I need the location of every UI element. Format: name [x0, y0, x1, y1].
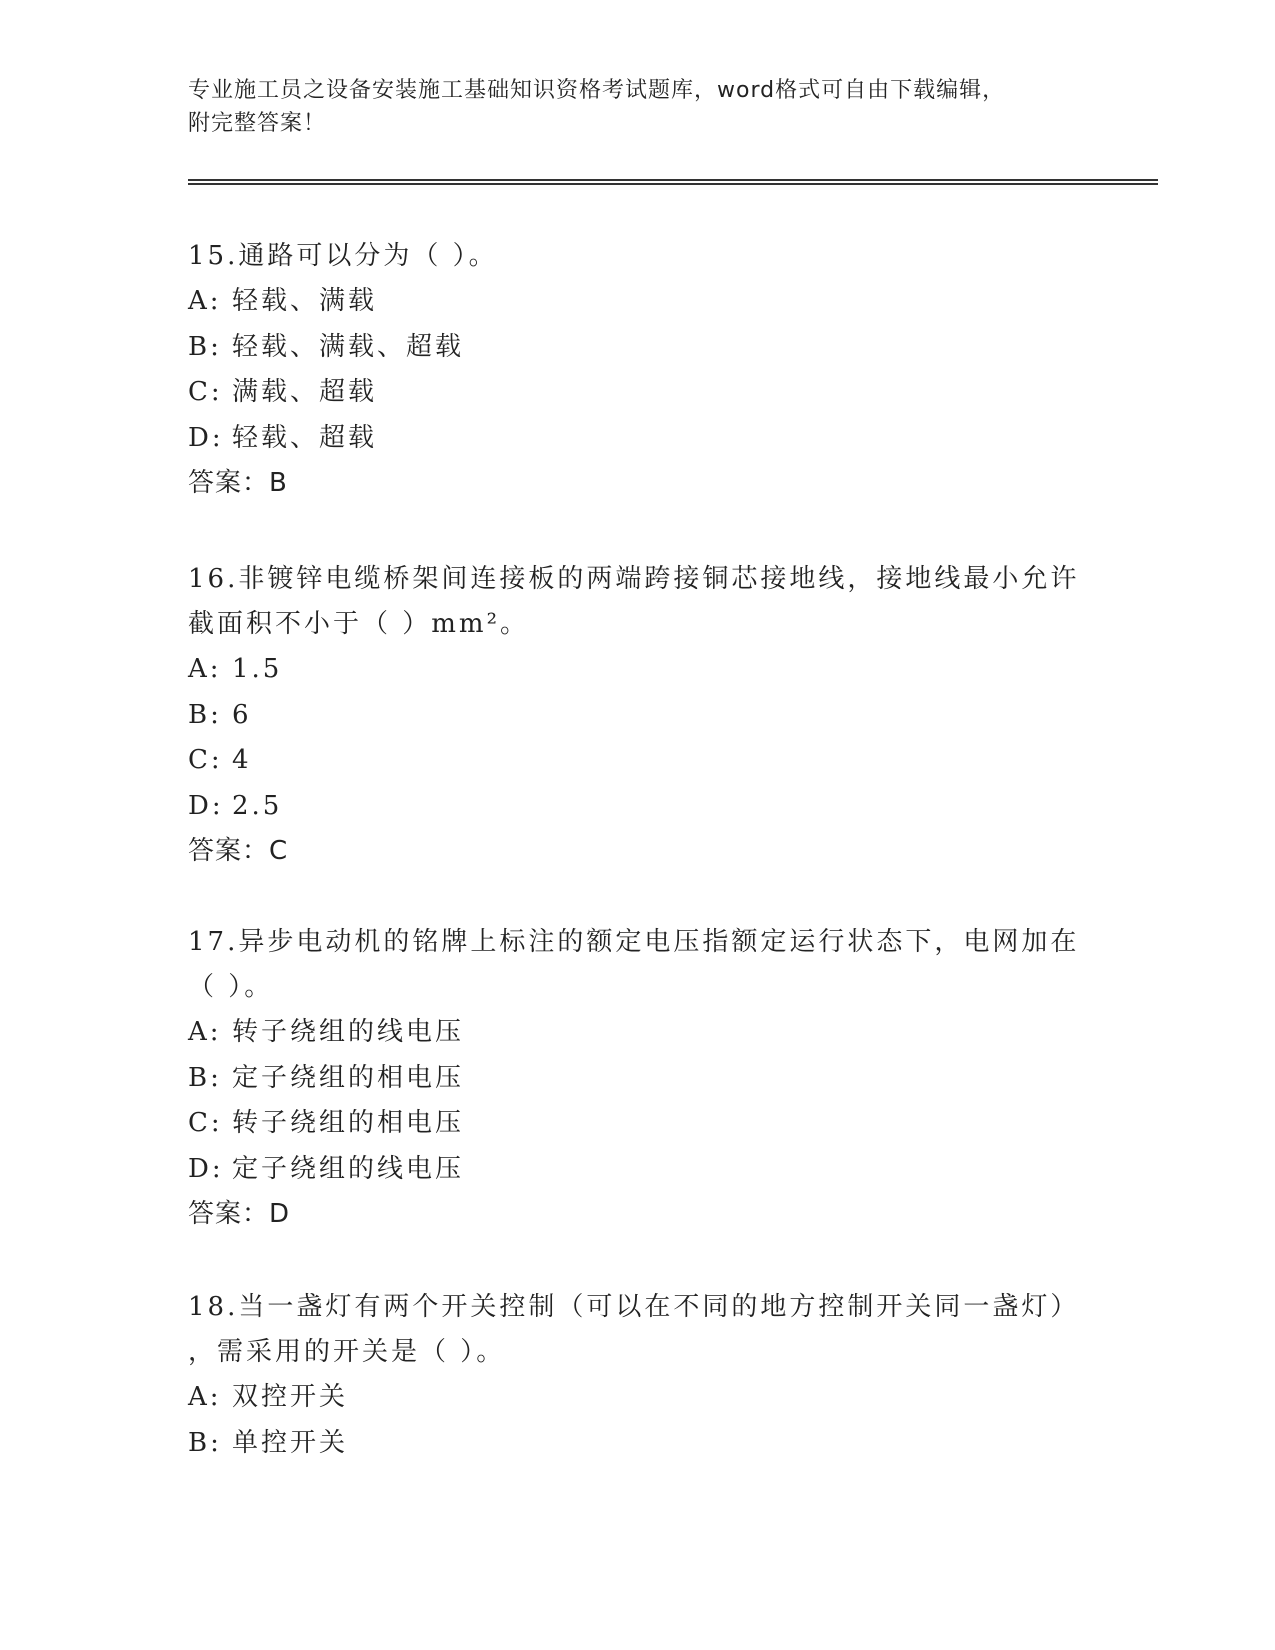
option-label: B: — [188, 1427, 222, 1458]
header-line-1: 专业施工员之设备安装施工基础知识资格考试题库，word格式可自由下载编辑， — [188, 78, 1006, 103]
header-divider-top — [188, 179, 1158, 181]
option-d — [188, 784, 1088, 830]
option-label: C: — [188, 745, 223, 775]
option-b — [188, 1056, 1088, 1102]
answer-line: 答案：D — [188, 1199, 291, 1229]
option-label: B: — [188, 331, 222, 362]
option-label: D: — [188, 1153, 224, 1184]
option-b — [188, 1421, 1088, 1467]
option-text: 轻载、满载 — [232, 286, 378, 316]
question-stem: 15.通路可以分为（ ）。 — [188, 241, 498, 271]
option-text: 轻载、满载、超载 — [232, 331, 465, 362]
option-d — [188, 416, 1088, 462]
option-a — [188, 1010, 1088, 1056]
document-header — [188, 74, 1088, 140]
option-b — [188, 693, 1088, 739]
option-b — [188, 325, 1088, 371]
option-d — [188, 1147, 1088, 1193]
question-16 — [188, 557, 1088, 874]
option-text: 单控开关 — [232, 1427, 349, 1458]
option-label: A: — [188, 286, 222, 316]
option-label: C: — [188, 377, 223, 407]
option-a — [188, 279, 1088, 325]
question-stem-line-2: 截面积不小于（ ）mm²。 — [188, 609, 529, 639]
question-stem-line-2: ，需采用的开关是（ ）。 — [188, 1337, 506, 1367]
question-17 — [188, 920, 1088, 1237]
option-label: D: — [188, 422, 224, 453]
option-text: 1.5 — [232, 654, 283, 684]
option-label: B: — [188, 699, 222, 730]
option-text: 定子绕组的线电压 — [232, 1153, 465, 1184]
option-text: 转子绕组的相电压 — [232, 1108, 465, 1138]
question-15 — [188, 234, 1088, 506]
question-stem-line-2: （ ）。 — [188, 972, 274, 1002]
option-label: C: — [188, 1108, 223, 1138]
option-text: 双控开关 — [232, 1382, 349, 1412]
option-text: 满载、超载 — [232, 377, 378, 407]
option-a — [188, 647, 1088, 693]
option-label: B: — [188, 1062, 222, 1093]
question-18 — [188, 1285, 1088, 1466]
header-line-2: 附完整答案！ — [188, 111, 327, 136]
option-c — [188, 370, 1088, 416]
option-text: 轻载、超载 — [232, 422, 378, 453]
answer-line: 答案：B — [188, 468, 288, 498]
option-text: 6 — [232, 699, 252, 730]
option-label: D: — [188, 790, 224, 821]
option-text: 转子绕组的线电压 — [232, 1017, 465, 1047]
option-text: 定子绕组的相电压 — [232, 1062, 465, 1093]
answer-line: 答案：C — [188, 836, 289, 866]
option-text: 2.5 — [232, 790, 283, 821]
option-a — [188, 1375, 1088, 1421]
option-label: A: — [188, 654, 222, 684]
option-c — [188, 738, 1088, 784]
option-c — [188, 1101, 1088, 1147]
option-text: 4 — [232, 745, 252, 775]
header-divider-bottom — [188, 183, 1158, 185]
question-stem-line-1: 17.异步电动机的铭牌上标注的额定电压指额定运行状态下，电网加在 — [188, 927, 1080, 957]
question-stem-line-1: 18.当一盏灯有两个开关控制（可以在不同的地方控制开关同一盏灯） — [188, 1292, 1080, 1322]
question-stem-line-1: 16.非镀锌电缆桥架间连接板的两端跨接铜芯接地线，接地线最小允许 — [188, 564, 1080, 594]
option-label: A: — [188, 1017, 222, 1047]
option-label: A: — [188, 1382, 222, 1412]
